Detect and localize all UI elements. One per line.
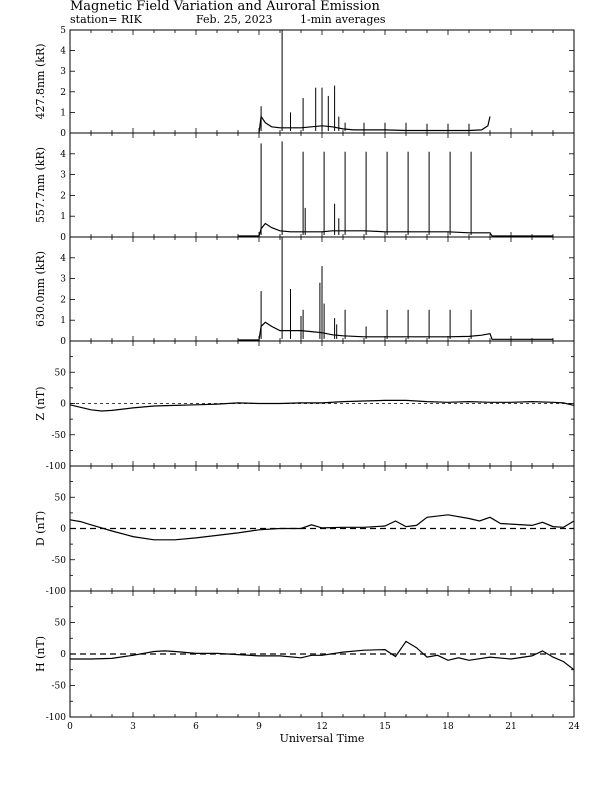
panel-1: [34, 26, 574, 139]
y-tick-label: 0: [60, 399, 66, 410]
y-tick-label: 1: [60, 212, 66, 223]
station-label: station= RIK: [70, 13, 142, 26]
y-tick-label: 4: [60, 253, 66, 264]
y-axis-label: D (nT): [34, 510, 47, 547]
y-tick-label: 2: [60, 295, 66, 306]
x-axis-label: Universal Time: [279, 732, 365, 745]
x-tick-label: 6: [193, 722, 199, 732]
series-line: [238, 322, 553, 340]
x-tick-label: 9: [256, 722, 262, 732]
series-line: [238, 224, 553, 237]
y-axis-label: Z (nT): [34, 386, 47, 421]
series-line: [259, 117, 490, 134]
y-tick-label: 50: [54, 493, 66, 504]
x-tick-label: 0: [67, 722, 73, 732]
y-tick-label: 3: [60, 274, 66, 285]
y-tick-label: 3: [60, 170, 66, 181]
y-axis-label: H (nT): [34, 635, 47, 673]
x-tick-label: 18: [442, 722, 454, 732]
y-tick-label: 1: [60, 316, 66, 327]
series-line: [70, 641, 574, 669]
y-tick-label: -50: [51, 430, 66, 441]
panel-2: [34, 133, 574, 243]
y-axis-label: 557.7nm (kR): [34, 146, 47, 224]
x-tick-label: 3: [130, 722, 136, 732]
y-tick-label: 0: [60, 337, 66, 347]
y-tick-label: -50: [51, 681, 66, 692]
y-tick-label: 50: [54, 618, 66, 629]
panel-5: [34, 466, 574, 597]
series-line: [70, 515, 574, 540]
y-tick-label: 5: [60, 26, 66, 36]
y-tick-label: 0: [60, 233, 66, 243]
y-tick-label: 4: [60, 149, 66, 160]
y-axis-label: 427.8nm (kR): [34, 43, 47, 120]
chart-title: Magnetic Field Variation and Auroral Emission: [70, 0, 380, 14]
x-tick-label: 21: [505, 722, 517, 732]
y-tick-label: -100: [45, 462, 66, 472]
averaging-label: 1-min averages: [300, 13, 386, 26]
panel-3: [34, 237, 574, 347]
x-tick-label: 15: [379, 722, 391, 732]
x-tick-label: 12: [316, 722, 328, 732]
series-line: [70, 400, 574, 411]
y-tick-label: 4: [60, 46, 66, 57]
y-tick-label: 3: [60, 67, 66, 78]
y-tick-label: 2: [60, 191, 66, 202]
y-tick-label: 1: [60, 108, 66, 119]
y-tick-label: 0: [60, 129, 66, 139]
y-tick-label: 2: [60, 87, 66, 98]
y-tick-label: -50: [51, 555, 66, 566]
panel-4: [34, 341, 574, 472]
panels: [34, 26, 574, 723]
x-axis: [67, 722, 580, 745]
y-tick-label: 50: [54, 368, 66, 379]
panel-frame: [70, 133, 574, 237]
y-tick-label: -100: [45, 713, 66, 723]
y-tick-label: -100: [45, 587, 66, 597]
y-tick-label: 0: [60, 650, 66, 660]
y-axis-label: 630.0nm (kR): [34, 250, 47, 328]
y-tick-label: 0: [60, 524, 66, 535]
x-tick-label: 24: [568, 722, 580, 732]
panel-6: [34, 591, 574, 723]
date-label: Feb. 25, 2023: [196, 13, 273, 26]
